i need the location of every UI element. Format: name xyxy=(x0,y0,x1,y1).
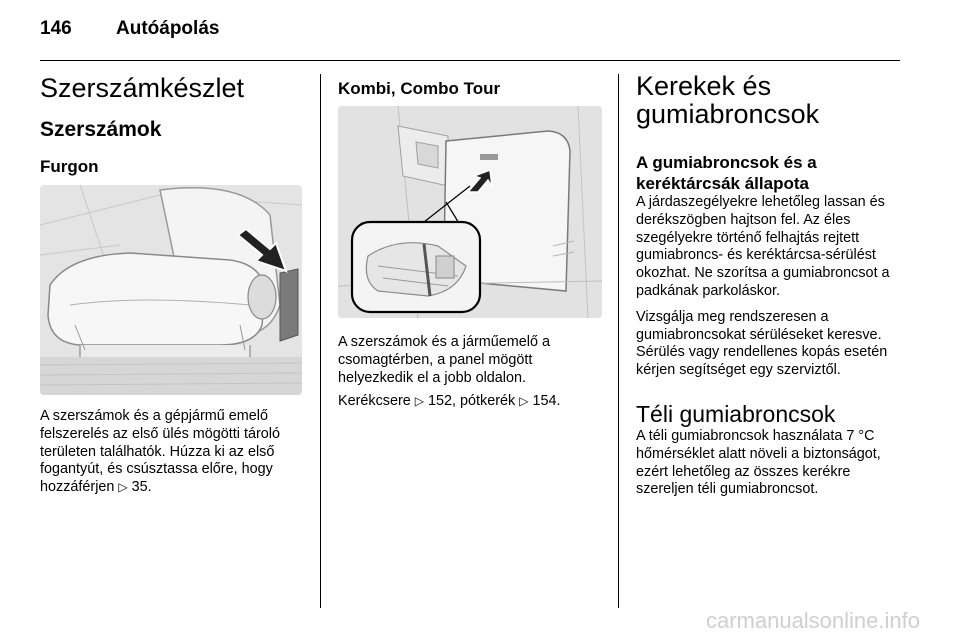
page-reference[interactable]: 154. xyxy=(532,393,561,410)
cross-reference-icon: ▷ xyxy=(519,394,529,409)
tool-location-combi-paragraph: A szerszámok és a járműemelő a csomagtérben, a panel mögött helyezkedik el a jobb oldalon. xyxy=(338,334,550,386)
tyre-condition-paragraph: A járdaszegélyekre lehetőleg lassan és derékszögben hajtson fel. Az éles szegélyekre történő felhajtás rejtett gumiabroncs- és keréktárcsa-sérülést okozhat. Ne szorítsa a gumiabroncsot a padkának parkoláskor. xyxy=(636,194,890,299)
seat-storage-drawing xyxy=(40,185,302,395)
page-number: 146 xyxy=(40,18,72,39)
column-divider-2 xyxy=(618,74,619,608)
column-1 xyxy=(40,72,304,178)
column-2 xyxy=(338,72,604,100)
section-title-tool-kit: Szerszámkészlet xyxy=(40,73,245,103)
seat-storage-illustration xyxy=(40,185,302,395)
page-reference[interactable]: 152, pótkerék xyxy=(428,393,516,410)
subsection-title-tools: Szerszámok xyxy=(40,118,162,141)
watermark: carmanualsonline.info xyxy=(705,608,920,633)
chapter-title: Autóápolás xyxy=(116,18,220,39)
trunk-panel-drawing xyxy=(338,106,602,318)
column-2-text xyxy=(338,334,604,411)
variant-heading-van: Furgon xyxy=(40,157,99,176)
section-title-wheels-tyres: Kerekek és gumiabroncsok xyxy=(636,71,820,129)
subsection-title-tyre-condition: A gumiabroncsok és a keréktárcsák állapota xyxy=(636,153,817,193)
section-title-winter-tyres: Téli gumiabroncsok xyxy=(636,400,836,427)
variant-heading-combi: Kombi, Combo Tour xyxy=(338,79,501,98)
page-reference[interactable]: 35. xyxy=(131,479,152,496)
header-divider xyxy=(40,60,900,61)
column-1-text xyxy=(40,408,304,497)
tyre-inspection-paragraph: Vizsgálja meg rendszeresen a gumiabroncsokat sérüléseket keresve. Sérülés vagy rendellenes kopás esetén kérjen segítséget egy szerviztől. xyxy=(636,308,888,379)
column-divider-1 xyxy=(320,74,321,608)
cross-reference-icon: ▷ xyxy=(414,394,425,409)
wheel-change-label: Kerékcsere xyxy=(338,393,411,410)
winter-tyres-paragraph: A téli gumiabroncsok használata 7 °C hőmérséklet alatt növeli a biztonságot, ezért lehetőleg az összes kerékre szereljen téli gumiabroncsot. xyxy=(636,427,881,498)
wheel-change-reference xyxy=(338,393,604,411)
cross-reference-icon: ▷ xyxy=(118,480,128,495)
tool-location-van-text: A szerszámok és a gépjármű emelő felszerelés az első ülés mögötti tároló területen találhatók. Húzza ki az első fogantyút, és csúsztassa előre, hogy hozzáférjen xyxy=(40,408,280,496)
trunk-panel-illustration xyxy=(338,106,602,318)
column-3 xyxy=(636,72,912,499)
tool-location-van-paragraph xyxy=(40,408,304,497)
